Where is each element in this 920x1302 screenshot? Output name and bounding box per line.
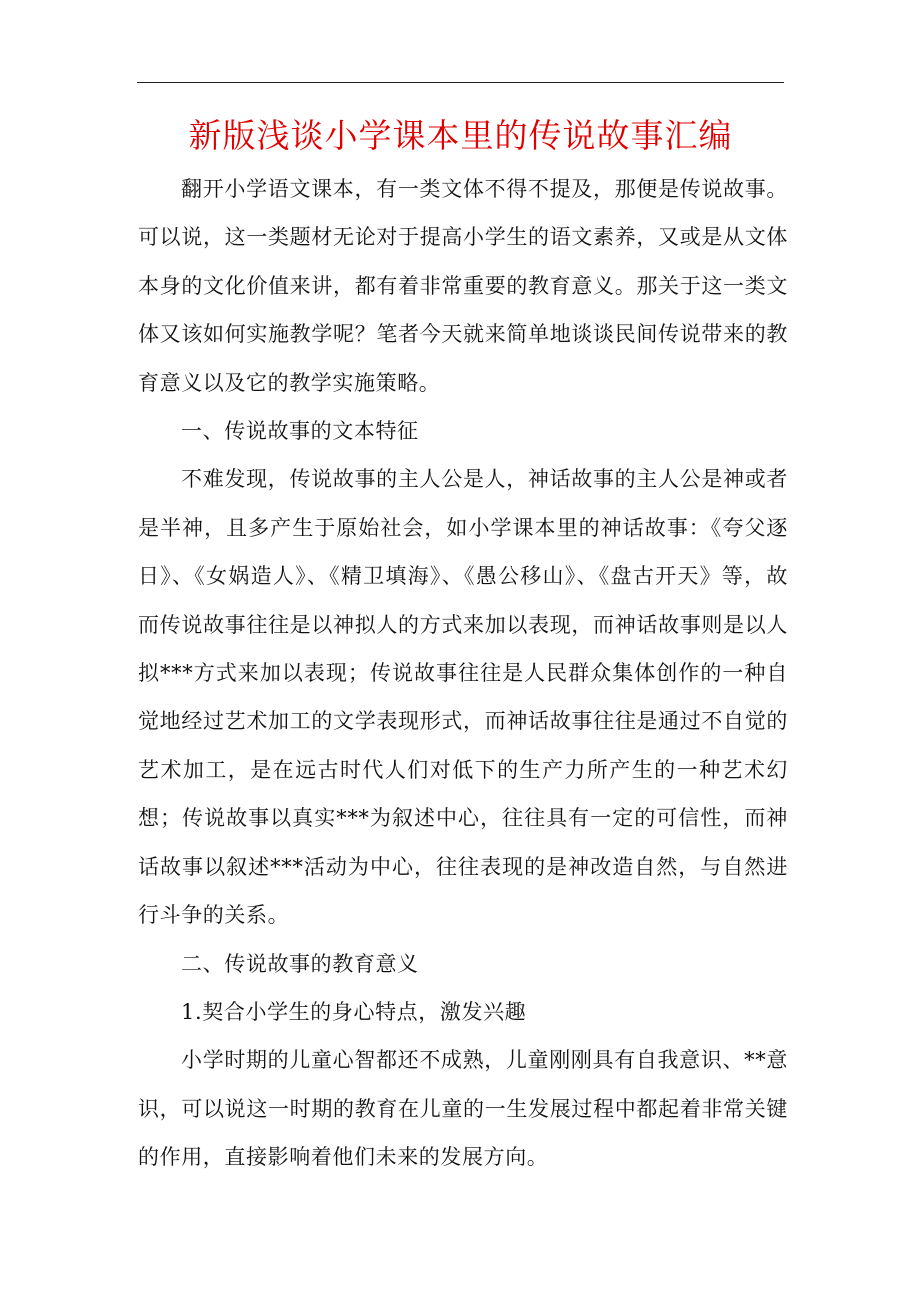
header-rule [137, 82, 784, 83]
subsection-1-paragraph: 小学时期的儿童心智都还不成熟，儿童刚刚具有自我意识、**意识，可以说这一时期的教育在儿童的一生发展过程中都起着非常关键的作用，直接影响着他们未来的发展方向。 [138, 1048, 788, 1170]
section-heading-2: 二、传说故事的教育意义 [181, 951, 419, 976]
document-title: 新版浅谈小学课本里的传说故事汇编 [188, 116, 733, 155]
document-body [138, 165, 788, 1182]
intro-paragraph: 翻开小学语文课本，有一类文体不得不提及，那便是传说故事。可以说，这一类题材无论对于提高小学生的语文素养，又或是从文体本身的文化价值来讲，都有着非常重要的教育意义。那关于这一类文体又该如何实施教学呢？笔者今天就来简单地谈谈民间传说带来的教育意义以及它的教学实施策略。 [138, 177, 788, 395]
section-1-paragraph: 不难发现，传说故事的主人公是人，神话故事的主人公是神或者是半神，且多产生于原始社会，如小学课本里的神话故事：《夸父逐日》、《女娲造人》、《精卫填海》、《愚公移山》、《盘古开天》等，故而传说故事往往是以神拟人的方式来加以表现，而神话故事则是以人拟***方式来加以表现；传说故事往往是人民群众集体创作的一种自觉地经过艺术加工的文学表现形式，而神话故事往往是通过不自觉的艺术加工，是在远古时代人们对低下的生产力所产生的一种艺术幻想；传说故事以真实***为叙述中心，往往具有一定的可信性，而神话故事以叙述***活动为中心，往往表现的是神改造自然，与自然进行斗争的关系。 [138, 467, 788, 928]
section-heading-1: 一、传说故事的文本特征 [181, 419, 419, 444]
subsection-heading-1: 1.契合小学生的身心特点，激发兴趣 [181, 999, 527, 1024]
